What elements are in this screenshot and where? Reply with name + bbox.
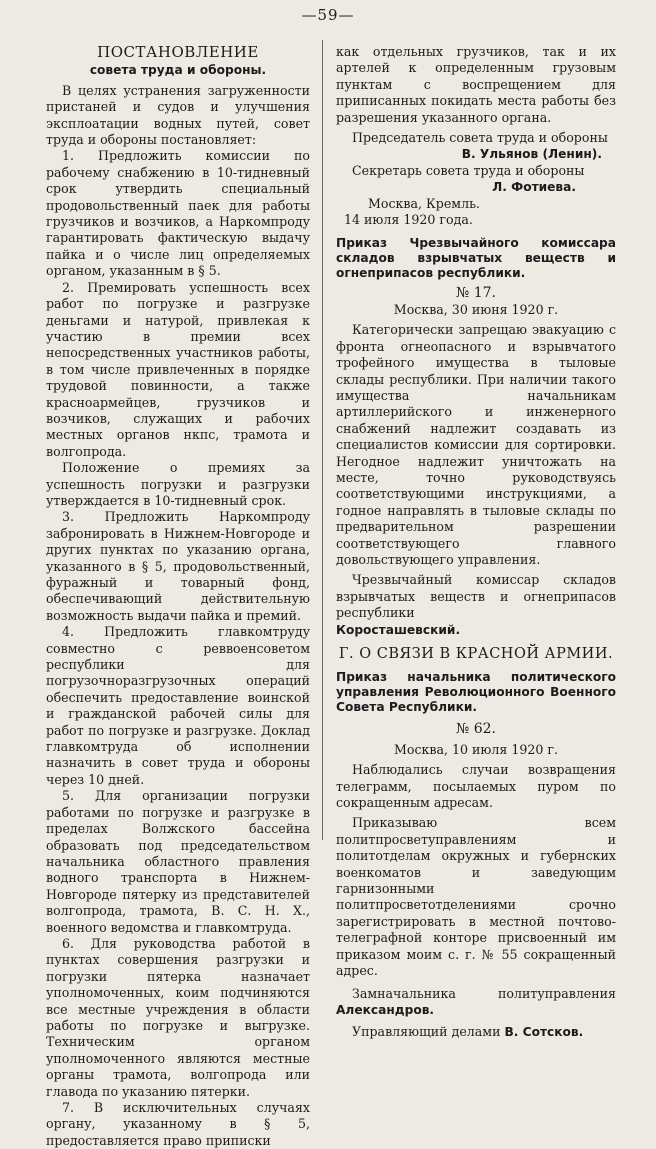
page-number: —59—	[301, 6, 355, 24]
order2-heading: Приказ начальника политического управления Революционного Военного Совета Республики.	[336, 670, 616, 715]
order1-heading: Приказ Чрезвычайного комиссара складов взрывчатых веществ и огнеприпасов республики.	[336, 236, 616, 281]
decree-subtitle: совета труда и обороны.	[89, 63, 267, 78]
order2-paragraph: Приказываю всем политпросветуправлениям и политотделам окружных и губернских военкоматов и заведующим гарнизонными политпросветотделениями срочно зарегистрировать в местной почтово-телеграфной конторе присвоенный им приказом моим с. г. № 55 сокращенный адрес.	[336, 815, 616, 979]
decree-date: 14 июля 1920 года.	[344, 212, 473, 228]
order1-sign-line: Чрезвычайный комиссар складов взрывчатых веществ и огнеприпасов республики	[336, 572, 616, 621]
decree-paragraph: 3. Предложить Наркомпроду забронировать в Нижнем-Новгороде и других пунктах по указанию органа, указанного в § 5, продовольственный, фуражный и товарный фонд, обеспечивающий действительную возможность выдачи пайка и премий.	[46, 509, 310, 623]
order2-deputy-line: Замначальника политуправления	[352, 985, 616, 1001]
secretary-name: Л. Фотиева.	[492, 180, 576, 195]
decree-paragraph: 7. В исключительных случаях органу, указанному в § 5, предоставляется право приписки	[46, 1100, 310, 1148]
chairman-line: Председатель совета труда и обороны	[352, 130, 608, 146]
secretary-line: Секретарь совета труда и обороны	[352, 162, 585, 178]
chairman-name: В. Ульянов (Ленин).	[461, 147, 602, 162]
section-title: Г. О СВЯЗИ В КРАСНОЙ АРМИИ.	[338, 646, 614, 662]
decree-paragraph: В целях устранения загруженности пристаней и судов и улучшения эксплоатации водных путей, совет труда и обороны постановляет:	[46, 82, 310, 148]
order2-place-date: Москва, 10 июля 1920 г.	[394, 741, 558, 757]
order2-deputy	[336, 986, 616, 1019]
order2-paragraph: Наблюдались случаи возвращения телеграмм, посылаемых пуром по сокращенным адресам.	[336, 762, 616, 811]
decree-paragraph: 2. Премировать успешность всех работ по погрузке и разгрузке деньгами и натурой, привлекая к участию в премии всех непосредственных участников работы, в том числе привлеченных в порядке трудовой повинности, а также красноармейцев, грузчиков и возчиков, служащих и рабочих местных органов нкпс, трамота и волгопрода.	[46, 279, 310, 459]
order1-sign-name: Коросташевский.	[336, 622, 461, 637]
decree-paragraph: 6. Для руководства работой в пунктах совершения разгрузки и погрузки пятерка назначает уполномоченных, коим подчиняются все местные учреждения в области работы по погрузке и выгрузке. Техническим органом уполномоченного являются местные органы трамота, волгопрода или главода по указанию пятерки.	[46, 935, 310, 1099]
order2-number: № 62.	[456, 721, 496, 738]
order1-number: № 17.	[456, 285, 496, 302]
order2-deputy-name: Александров.	[336, 1002, 435, 1017]
decree-continuation: как отдельных грузчиков, так и их артелей к определенным грузовым пунктам с воспрещением для приписанных покидать места работы без разрешения указанного органа.	[336, 44, 616, 125]
decree-paragraph: 4. Предложить главкомтруду совместно с реввоенсоветом республики для погрузочноразгрузочных операций обеспечить предоставление воинской и гражданской рабочей силы для работ по погрузке и разгрузке. Доклад главкомтруда об исполнении назначить в совет труда и обороны через 10 дней.	[46, 624, 310, 787]
order1-place-date: Москва, 30 июня 1920 г.	[393, 301, 559, 317]
decree-paragraph: 5. Для организации погрузки работами по погрузке и разгрузке в пределах Волжского бассейна образовать под председательством начальника областного правления водного транспорта в Нижнем-Новгороде пятерку из представителей волгопрода, трамота, В. С. Н. Х., военного ведомства и главкомтруда.	[46, 788, 310, 935]
order1-text: Категорически запрещаю эвакуацию с фронта огнеопасного и взрывчатого трофейного имущества в тыловые склады республики. При наличии такого имущества начальникам артиллерийского и инженерного снабжений надлежит создавать из специалистов комиссии для сортировки. Негодное надлежит уничтожать на месте, точно руководствуясь соответствующими инструкциями, а годное направлять в тыловые склады по предварительном разрешении соответствующего главного довольствующего управления.	[336, 322, 616, 567]
decree-paragraph: Положение о премиях за успешность погрузки и разгрузки утверждается в 10-тидневный срок.	[46, 460, 310, 508]
left-column	[46, 44, 310, 1149]
right-column	[336, 44, 616, 1041]
decree-title: ПОСТАНОВЛЕНИЕ	[97, 43, 259, 61]
order2-manager-name: В. Сотсков.	[504, 1025, 584, 1040]
decree-paragraph: 1. Предложить комиссии по рабочему снабжению в 10-тидневный срок утвердить специальный продовольственный паек для работы грузчиков и возчиков, а Наркомпроду гарантировать фактическую выдачу пайка и о числе лиц определяемых органом, указанным в § 5.	[46, 148, 310, 279]
decree-place: Москва, Кремль.	[368, 195, 480, 211]
order2-manager-line: Управляющий делами	[352, 1024, 501, 1040]
order2-manager	[336, 1024, 616, 1040]
column-divider	[322, 40, 323, 840]
